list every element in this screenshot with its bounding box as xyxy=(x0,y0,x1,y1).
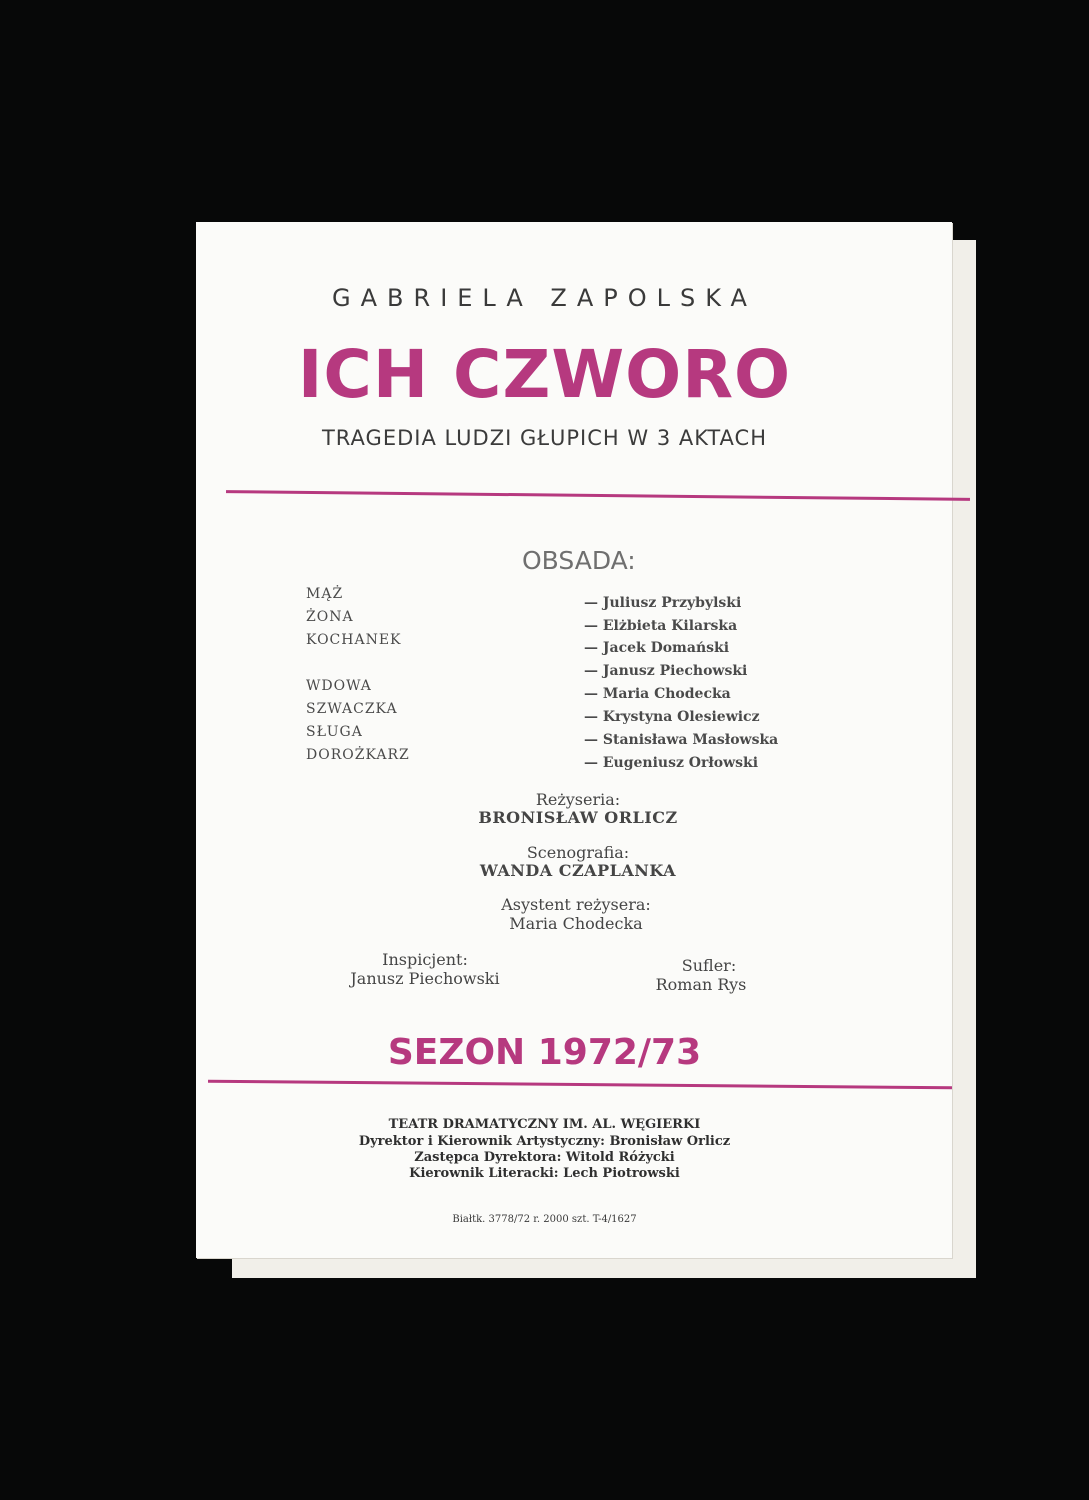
actor-item: — Maria Chodecka xyxy=(584,686,731,702)
stage-manager-label: Inspicjent: xyxy=(382,950,468,969)
prompter-name: Roman Rys xyxy=(655,975,747,994)
author-name: GABRIELA ZAPOLSKA xyxy=(332,284,757,312)
cast-heading: OBSADA: xyxy=(522,546,636,575)
role-item: WDOWA xyxy=(306,678,372,694)
actor-item: — Janusz Piechowski xyxy=(584,663,748,679)
actor-item: — Jacek Domański xyxy=(584,640,730,656)
prompter-label: Sufler: xyxy=(681,956,737,975)
role-item: SŁUGA xyxy=(306,724,363,740)
actor-item: — Juliusz Przybylski xyxy=(584,595,742,611)
scenography-label: Scenografia: xyxy=(526,843,630,862)
direction-name: BRONISŁAW ORLICZ xyxy=(478,808,678,827)
stage-manager-name: Janusz Piechowski xyxy=(350,969,500,988)
theatre-name: TEATR DRAMATYCZNY IM. AL. WĘGIERKI xyxy=(388,1117,701,1132)
assistant-label: Asystent reżysera: xyxy=(501,895,651,914)
literary-line: Kierownik Literacki: Lech Piotrowski xyxy=(409,1166,680,1181)
direction-label: Reżyseria: xyxy=(535,790,621,809)
season-label: SEZON 1972/73 xyxy=(387,1032,702,1073)
role-item: ŻONA xyxy=(306,609,354,625)
role-item: KOCHANEK xyxy=(306,632,402,648)
print-info: Białtk. 3778/72 r. 2000 szt. T-4/1627 xyxy=(452,1214,637,1225)
play-title: ICH CZWORO xyxy=(297,336,792,413)
play-subtitle: TRAGEDIA LUDZI GŁUPICH W 3 AKTACH xyxy=(321,426,768,450)
role-item: SZWACZKA xyxy=(306,701,398,717)
deputy-line: Zastępca Dyrektora: Witold Różycki xyxy=(414,1150,675,1165)
actor-item: — Eugeniusz Orłowski xyxy=(584,755,759,771)
actor-item: — Stanisława Masłowska xyxy=(584,732,779,748)
scenography-name: WANDA CZAPLANKA xyxy=(479,861,677,880)
actor-item: — Elżbieta Kilarska xyxy=(584,618,738,634)
role-item: MĄŻ xyxy=(306,586,344,602)
actor-item: — Krystyna Olesiewicz xyxy=(584,709,760,725)
assistant-name: Maria Chodecka xyxy=(509,914,643,933)
director-line: Dyrektor i Kierownik Artystyczny: Bronisław Orlicz xyxy=(358,1134,731,1149)
role-item: DOROŻKARZ xyxy=(306,747,410,763)
